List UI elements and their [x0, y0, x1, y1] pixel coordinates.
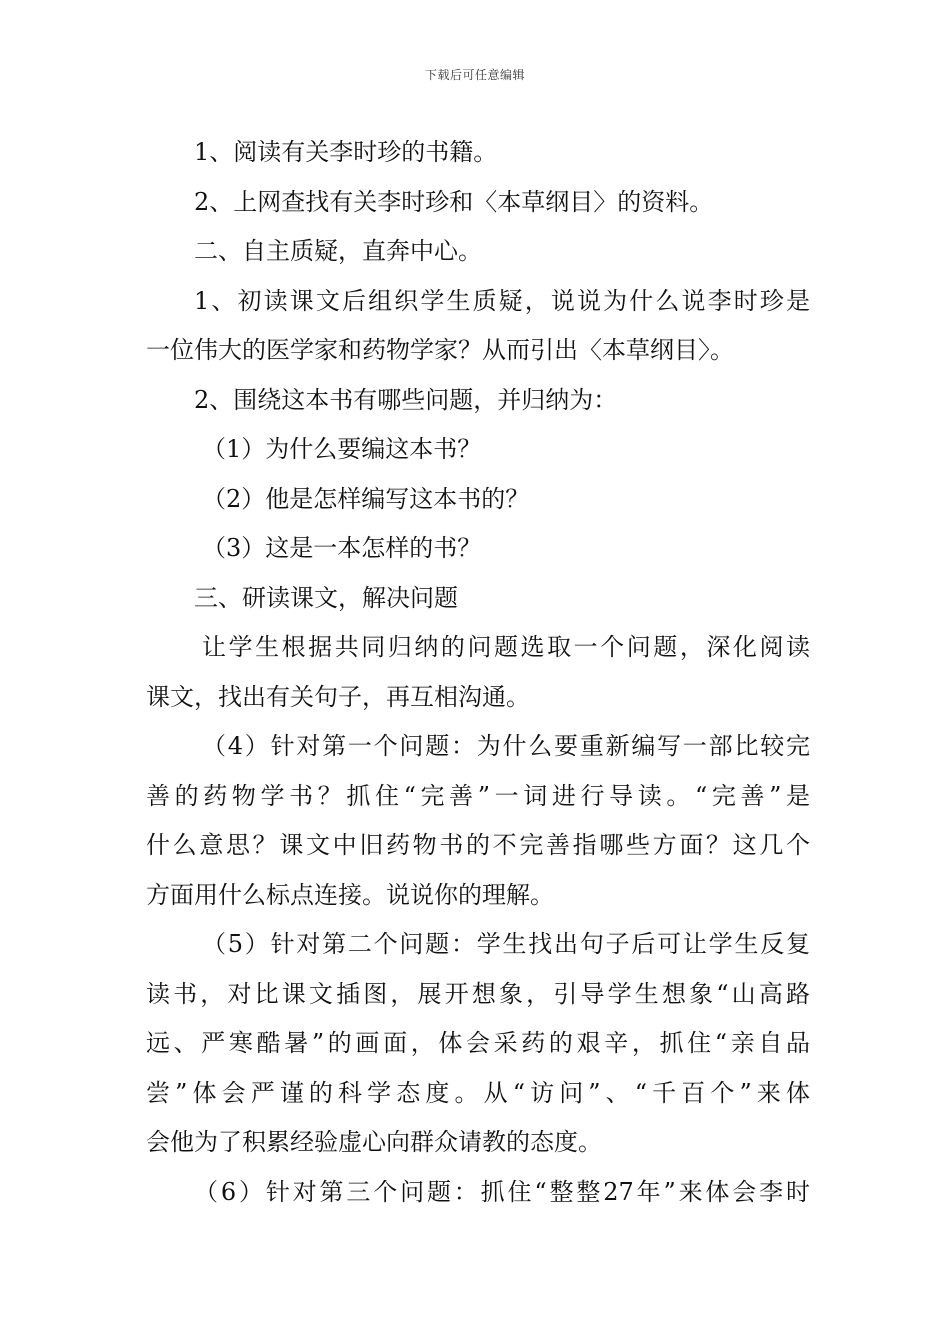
question-item: （2）他是怎样编写这本书的？ — [202, 484, 530, 513]
question-item: （3）这是一本怎样的书？ — [202, 534, 482, 562]
paragraph-line: 一位伟大的医学家和药物学家？从而引出〈本草纲目〉。 — [146, 336, 734, 364]
paragraph-line: 方面用什么标点连接。说说你的理解。 — [146, 880, 554, 909]
section-heading: 三、研读课文，解决问题 — [194, 583, 458, 612]
paragraph-line: 会他为了积累经验虚心向群众请教的态度。 — [146, 1128, 602, 1156]
paragraph-line: 读书，对比课文插图，展开想象，引导学生想象“山高路 — [146, 979, 810, 1008]
paragraph-line: 善的药物学书？抓住“完善”一词进行导读。“完善”是 — [146, 781, 810, 810]
page-header: 下载后可任意编辑 — [424, 68, 525, 82]
paragraph-line: （6）针对第三个问题：抓住“整整27年”来体会李时 — [194, 1177, 810, 1206]
paragraph-line: 2、上网查找有关李时珍和〈本草纲目〉的资料。 — [194, 187, 714, 216]
paragraph-line: 尝”体会严谨的科学态度。从“访问”、“千百个”来体 — [146, 1078, 810, 1107]
paragraph-line: 什么意思？课文中旧药物书的不完善指哪些方面？这几个 — [146, 831, 810, 859]
paragraph-line: （5）针对第二个问题：学生找出句子后可让学生反复 — [202, 930, 810, 958]
paragraph-line: 1、阅读有关李时珍的书籍。 — [194, 138, 498, 166]
paragraph-line: 课文，找出有关句子，再互相沟通。 — [146, 682, 530, 711]
paragraph-line: 2、围绕这本书有哪些问题，并归纳为： — [194, 385, 618, 414]
paragraph-line: 远、严寒酷暑”的画面，体会采药的艰辛，抓住“亲自品 — [146, 1029, 810, 1057]
paragraph-line: （4）针对第一个问题：为什么要重新编写一部比较完 — [202, 732, 810, 760]
question-item: （1）为什么要编这本书？ — [202, 435, 482, 463]
document-body — [146, 128, 810, 1217]
paragraph-line: 让学生根据共同归纳的问题选取一个问题，深化阅读 — [202, 633, 810, 661]
paragraph-line: 1、初读课文后组织学生质疑，说说为什么说李时珍是 — [194, 286, 810, 315]
section-heading: 二、自主质疑，直奔中心。 — [194, 237, 482, 265]
